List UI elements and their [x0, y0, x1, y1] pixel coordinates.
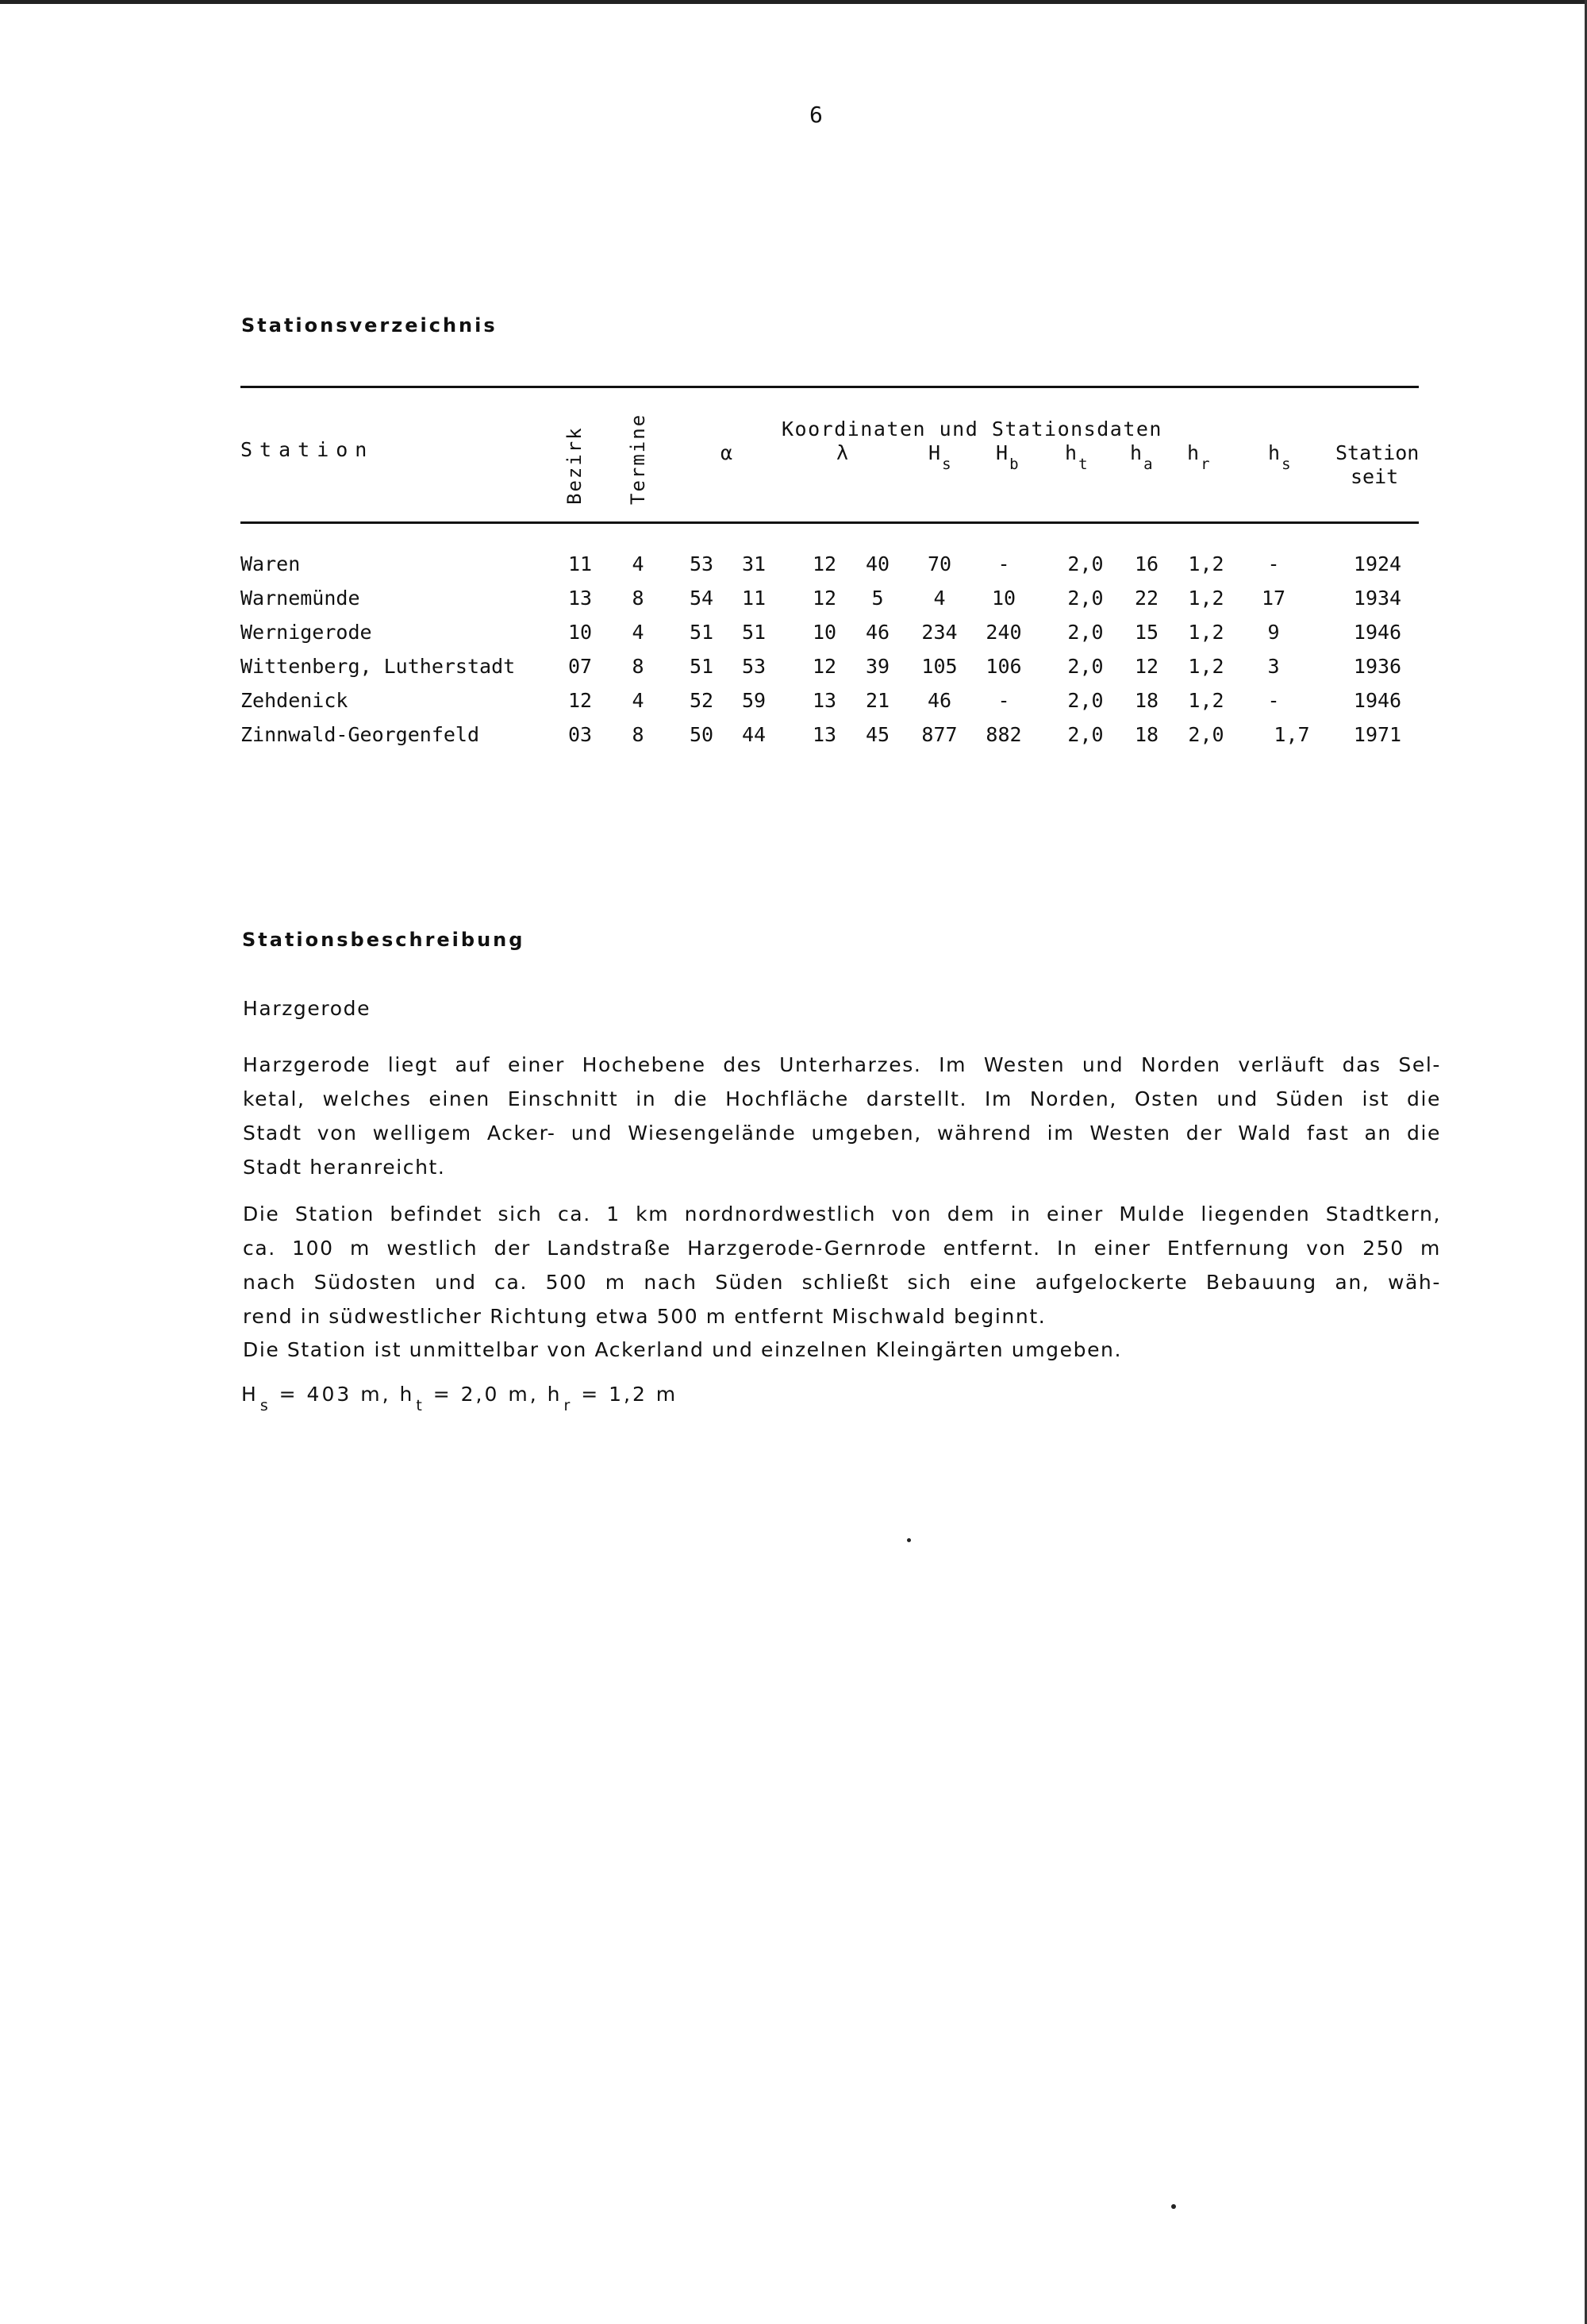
header-hs: h $_s$ — [1268, 441, 1291, 473]
cell-hr: 1,2 — [1188, 621, 1224, 644]
cell-hr: 2,0 — [1188, 723, 1224, 746]
station-name: Harzgerode — [243, 997, 371, 1020]
cell-ht: 2,0 — [1067, 723, 1104, 746]
cell-bezirk: 03 — [567, 723, 593, 746]
cell-termine: 4 — [632, 621, 644, 644]
cell-termine: 8 — [632, 723, 644, 746]
cell-Hs: 70 — [927, 552, 952, 575]
cell-Hb: - — [997, 552, 1010, 575]
cell-ha: 15 — [1134, 621, 1159, 644]
header-since-line1: Station — [1335, 441, 1420, 464]
cell-alpha-deg: 51 — [689, 621, 714, 644]
paragraph-line: rend in südwestlicher Richtung etwa 500 m entfernt Mischwald beginnt. — [243, 1305, 1047, 1328]
table-row — [0, 689, 1587, 721]
cell-seit: 1924 — [1353, 552, 1402, 575]
cell-alpha-min: 31 — [741, 552, 767, 575]
cell-ha: 12 — [1134, 655, 1159, 678]
cell-lambda-deg: 13 — [812, 689, 837, 712]
table-row — [0, 587, 1587, 618]
cell-ht: 2,0 — [1067, 587, 1104, 610]
header-termine: Termine — [627, 413, 649, 505]
table-row — [0, 621, 1587, 652]
paragraph-line: Stadt heranreicht. — [243, 1156, 446, 1179]
cell-alpha-deg: 53 — [689, 552, 714, 575]
cell-termine: 8 — [632, 587, 644, 610]
cell-seit: 1936 — [1353, 655, 1402, 678]
section-title-stationsbeschreibung: Stationsbeschreibung — [242, 929, 525, 951]
cell-ht: 2,0 — [1067, 621, 1104, 644]
cell-hr: 1,2 — [1188, 689, 1224, 712]
cell-hs: 9 — [1267, 621, 1280, 644]
cell-hr: 1,2 — [1188, 587, 1224, 610]
paragraph-line: Stadt von welligem Acker- und Wiesengelände umgeben, während im Westen der Wald fast an die — [243, 1122, 1441, 1145]
cell-Hb: - — [997, 689, 1010, 712]
cell-lambda-deg: 10 — [812, 621, 837, 644]
cell-Hs: 234 — [921, 621, 958, 644]
header-alpha: α — [720, 441, 733, 464]
cell-Hb: 240 — [986, 621, 1022, 644]
cell-hs: - — [1267, 689, 1280, 712]
cell-bezirk: 11 — [567, 552, 593, 575]
cell-Hs: 877 — [921, 723, 958, 746]
cell-ha: 18 — [1134, 689, 1159, 712]
cell-Hs: 105 — [921, 655, 958, 678]
cell-alpha-min: 53 — [741, 655, 767, 678]
header-group-title: Koordinaten und Stationsdaten — [782, 417, 1162, 441]
cell-lambda-min: 39 — [865, 655, 890, 678]
cell-lambda-min: 40 — [865, 552, 890, 575]
header-lambda: λ — [836, 441, 849, 464]
cell-alpha-deg: 54 — [689, 587, 714, 610]
header-ht: h $_t$ — [1065, 441, 1088, 473]
cell-lambda-min: 45 — [865, 723, 890, 746]
cell-Hs: 46 — [927, 689, 952, 712]
cell-alpha-deg: 50 — [689, 723, 714, 746]
cell-station: Warnemünde — [240, 587, 360, 610]
cell-alpha-min: 44 — [741, 723, 767, 746]
paragraph-location — [243, 1048, 1441, 1184]
header-ha: h $_a$ — [1130, 441, 1153, 473]
header-station: Station — [240, 438, 375, 461]
cell-hs: - — [1267, 552, 1280, 575]
header-hr: h $_r$ — [1187, 441, 1210, 473]
table-top-rule — [240, 386, 1419, 388]
table-row — [0, 723, 1587, 755]
cell-hr: 1,2 — [1188, 655, 1224, 678]
cell-ha: 16 — [1134, 552, 1159, 575]
paragraph-line: ca. 100 m westlich der Landstraße Harzgerode-Gernrode entfernt. In einer Entfernung von 250 m — [243, 1237, 1441, 1260]
cell-hs: 17 — [1261, 587, 1286, 610]
cell-lambda-min: 5 — [871, 587, 884, 610]
paragraph-line: nach Südosten und ca. 500 m nach Süden schließt sich eine aufgelockerte Bebauung an, wäh- — [243, 1271, 1441, 1294]
header-Hb: H $_b$ — [996, 441, 1019, 473]
cell-bezirk: 10 — [567, 621, 593, 644]
cell-lambda-min: 21 — [865, 689, 890, 712]
cell-lambda-min: 46 — [865, 621, 890, 644]
cell-station: Wernigerode — [240, 621, 372, 644]
cell-seit: 1946 — [1353, 689, 1402, 712]
header-Hs: H $_s$ — [928, 441, 951, 473]
header-since-line2: seit — [1351, 465, 1399, 488]
cell-ht: 2,0 — [1067, 552, 1104, 575]
cell-ha: 22 — [1134, 587, 1159, 610]
cell-termine: 8 — [632, 655, 644, 678]
cell-alpha-deg: 52 — [689, 689, 714, 712]
cell-seit: 1971 — [1353, 723, 1402, 746]
cell-Hb: 10 — [991, 587, 1016, 610]
paragraph-line: Harzgerode liegt auf einer Hochebene des Unterharzes. Im Westen und Norden verläuft das Sel- — [243, 1053, 1441, 1076]
cell-lambda-deg: 13 — [812, 723, 837, 746]
cell-alpha-min: 59 — [741, 689, 767, 712]
cell-hs: 3 — [1267, 655, 1280, 678]
cell-station: Waren — [240, 552, 301, 575]
cell-alpha-min: 11 — [741, 587, 767, 610]
cell-ht: 2,0 — [1067, 689, 1104, 712]
cell-ha: 18 — [1134, 723, 1159, 746]
paragraph-position — [243, 1197, 1441, 1333]
table-header-rule — [240, 521, 1419, 524]
cell-bezirk: 07 — [567, 655, 593, 678]
station-heights-formula: H $_s$ = 403 m, h $_t$ = 2,0 m, h $_r$ = 1,2 m — [241, 1383, 678, 1414]
section-title-stationsverzeichnis: Stationsverzeichnis — [241, 314, 498, 337]
paragraph-line: Die Station befindet sich ca. 1 km nordnordwestlich von dem in einer Mulde liegenden Stadtkern, — [243, 1202, 1441, 1225]
cell-lambda-deg: 12 — [812, 552, 837, 575]
cell-station: Zinnwald-Georgenfeld — [240, 723, 480, 746]
cell-hr: 1,2 — [1188, 552, 1224, 575]
cell-lambda-deg: 12 — [812, 655, 837, 678]
cell-seit: 1934 — [1353, 587, 1402, 610]
cell-Hb: 882 — [986, 723, 1022, 746]
cell-alpha-deg: 51 — [689, 655, 714, 678]
page-number: 6 — [809, 102, 823, 128]
cell-lambda-deg: 12 — [812, 587, 837, 610]
cell-hs: 1,7 — [1274, 723, 1310, 746]
cell-alpha-min: 51 — [741, 621, 767, 644]
table-row — [0, 552, 1587, 584]
scan-top-edge — [0, 0, 1587, 4]
cell-ht: 2,0 — [1067, 655, 1104, 678]
cell-Hb: 106 — [986, 655, 1022, 678]
paragraph-surroundings: Die Station ist unmittelbar von Ackerland und einzelnen Kleingärten umgeben. — [243, 1338, 1123, 1361]
cell-station: Wittenberg, Lutherstadt — [240, 655, 516, 678]
cell-bezirk: 13 — [567, 587, 593, 610]
table-row — [0, 655, 1587, 687]
cell-station: Zehdenick — [240, 689, 348, 712]
scan-speck — [1171, 2204, 1176, 2209]
cell-seit: 1946 — [1353, 621, 1402, 644]
cell-Hs: 4 — [933, 587, 946, 610]
cell-bezirk: 12 — [567, 689, 593, 712]
header-bezirk: Bezirk — [563, 426, 586, 505]
cell-termine: 4 — [632, 552, 644, 575]
paragraph-line: ketal, welches einen Einschnitt in die Hochfläche darstellt. Im Norden, Osten und Süden ist die — [243, 1087, 1441, 1110]
scan-speck — [907, 1538, 911, 1542]
cell-termine: 4 — [632, 689, 644, 712]
